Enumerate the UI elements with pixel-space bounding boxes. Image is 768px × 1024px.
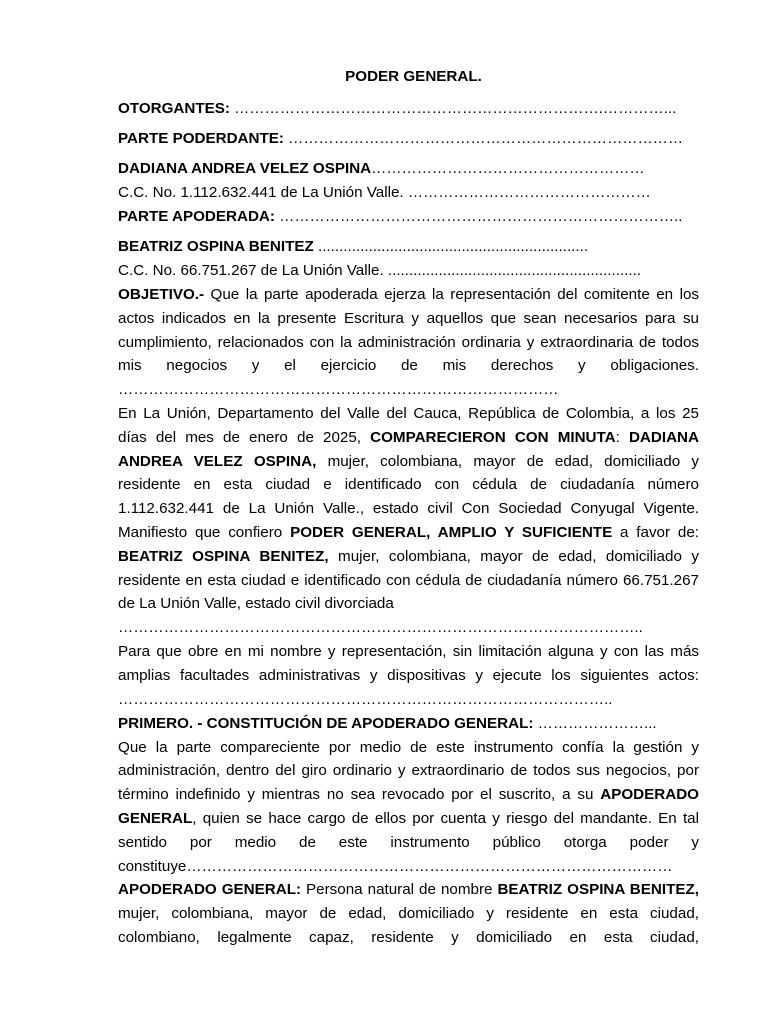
parte-poderdante-line bbox=[118, 127, 699, 151]
objetivo-label: OBJETIVO.- bbox=[118, 286, 205, 303]
apoderado-text-2: mujer, colombiana, mayor de edad, domiciliado y residente en esta ciudad, colombiano, legalmente capaz, residente y domiciliado en esta ciudad, bbox=[118, 905, 699, 946]
apoderado-label: APODERADO GENERAL: bbox=[118, 881, 302, 899]
intro-bold-4: BEATRIZ OSPINA BENITEZ, bbox=[118, 547, 329, 565]
parte-poderdante-label: PARTE PODERDANTE: bbox=[118, 130, 284, 147]
objetivo-text: Que la parte apoderada ejerza la representación del comitente en los actos indicados en la presente Escritura y aquellos que sean necesarios para su cumplimiento, relacionados con la administración ordinaria y extraordinaria de todos mis negocios y el ejercicio de mis derechos y obligaciones. …………………………………………………………………………… bbox=[118, 286, 699, 399]
primero-text-1: Que la parte compareciente por medio de este instrumento confía la gestión y administración, dentro del giro ordinario y extraordinario de todos sus negocios, por término indefinido y mientras no sea revocado por el suscrito, a su bbox=[118, 738, 699, 804]
apoderado-paragraph bbox=[118, 878, 699, 949]
apoderada-name-line bbox=[118, 235, 699, 259]
primero-bold: APODERADO GENERAL bbox=[118, 786, 699, 827]
primero-fill: …………………... bbox=[533, 714, 657, 732]
document-title: PODER GENERAL. bbox=[345, 68, 482, 85]
para-paragraph: Para que obre en mi nombre y representación, sin limitación alguna y con las más amplias facultades administrativas y dispositivas y ejecute los siguientes actos: …………………………………………………………………………………….. bbox=[118, 643, 699, 708]
parte-apoderada-label: PARTE APODERADA: bbox=[118, 208, 275, 225]
primero-paragraph bbox=[118, 736, 699, 879]
parte-apoderada-fill: …………………………………………………………………….. bbox=[274, 208, 683, 225]
otorgantes-label: OTORGANTES: bbox=[118, 100, 230, 117]
intro-text-4: a favor de: bbox=[612, 523, 699, 541]
parte-poderdante-fill: …………………………………………………………………… bbox=[283, 130, 684, 147]
otorgantes-fill: ……………………………………………………………….…………... bbox=[229, 100, 677, 117]
poderdante-name-fill: ……………………………………………… bbox=[371, 160, 645, 177]
intro-bold-1: COMPARECIERON CON MINUTA bbox=[370, 428, 616, 446]
apoderada-name-fill: ................................................................ bbox=[313, 238, 589, 255]
primero-text-2: , quien se hace cargo de ellos por cuenta y riesgo del mandante. En tal sentido por medio de este instrumento público otorga poder y constituye…………………………………………………………………………………… bbox=[118, 809, 699, 875]
intro-bold-3: PODER GENERAL, AMPLIO Y SUFICIENTE bbox=[290, 523, 613, 541]
apoderado-text-1: Persona natural de nombre bbox=[301, 881, 498, 899]
intro-text-3: mujer, colombiana, mayor de edad, domiciliado y residente en esta ciudad e identificado con cédula de ciudadanía número 1.112.632.441 de La Unión Valle., estado civil Con Sociedad Conyugal Vigente. Manifiesto que confiero bbox=[118, 452, 699, 541]
intro-text-5: mujer, colombiana, mayor de edad, domiciliado y residente en esta ciudad e identificado con cédula de ciudadanía número 66.751.267 de La Unión Valle, estado civil divorciada bbox=[118, 547, 699, 613]
poderdante-name: DADIANA ANDREA VELEZ OSPINA bbox=[118, 160, 372, 177]
primero-heading-line bbox=[118, 712, 699, 736]
objetivo-paragraph bbox=[118, 283, 699, 402]
primero-label: PRIMERO. - CONSTITUCIÓN DE APODERADO GENERAL: bbox=[118, 714, 534, 732]
apoderada-cc: C.C. No. 66.751.267 de La Unión Valle. ............................................................ bbox=[118, 262, 642, 279]
parte-apoderada-line bbox=[118, 205, 699, 229]
poderdante-cc: C.C. No. 1.112.632.441 de La Unión Valle. ………………………………………… bbox=[118, 184, 651, 201]
intro-text-2: : bbox=[615, 428, 629, 446]
intro-fill: ………………………………………………………………………………………….. bbox=[118, 619, 643, 637]
intro-text-1: En La Unión, Departamento del Valle del Cauca, República de Colombia, a los 25 días del mes de enero de 2025, bbox=[118, 404, 699, 446]
otorgantes-line bbox=[118, 97, 699, 121]
intro-bold-2: DADIANA ANDREA VELEZ OSPINA, bbox=[118, 428, 699, 470]
document-page bbox=[118, 66, 699, 950]
intro-paragraph bbox=[118, 402, 699, 616]
apoderado-bold: BEATRIZ OSPINA BENITEZ, bbox=[497, 881, 699, 899]
poderdante-name-line bbox=[118, 157, 699, 181]
apoderada-name: BEATRIZ OSPINA BENITEZ bbox=[118, 238, 314, 255]
